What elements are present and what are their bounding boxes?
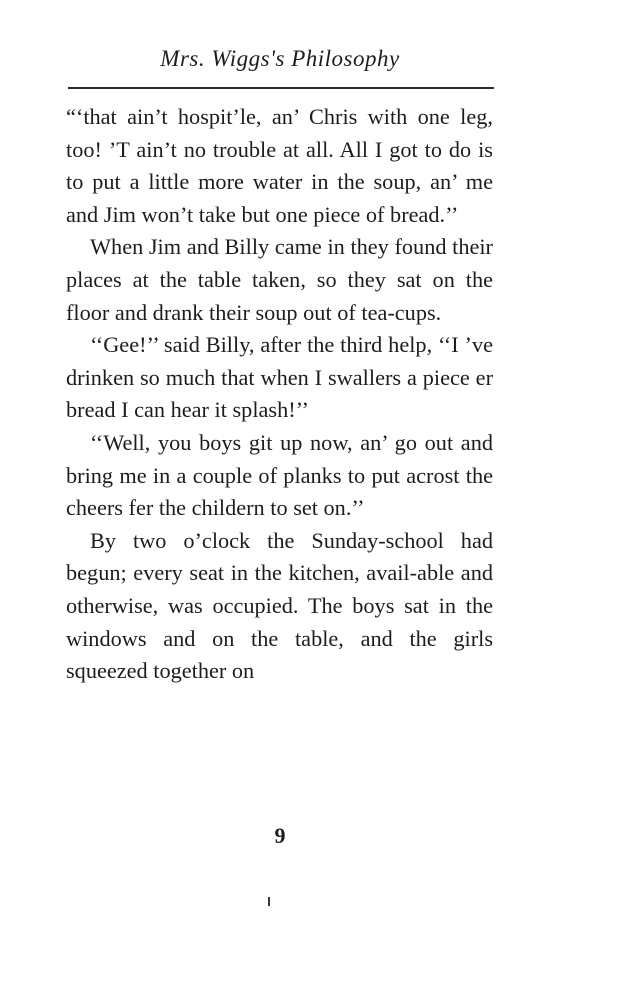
page-number: 9 [274, 823, 286, 848]
header-rule [68, 87, 494, 89]
paragraph-continued: “‘that ain’t hospit’le, an’ Chris with one leg, too! ’T ain’t no trouble at all. All I got to do is to put a little more water in the soup, an’ me and Jim won’t take but one piece of bread.’’ [66, 104, 493, 227]
scan-speck [268, 897, 270, 906]
body-text [66, 101, 493, 688]
paragraph: When Jim and Billy came in they found their places at the table taken, so they sat on the floor and drank their soup out of tea-cups. [66, 234, 493, 325]
paragraph: ‘‘Gee!’’ said Billy, after the third help, ‘‘I ’ve drinken so much that when I swallers a piece er bread I can hear it splash!’’ [66, 332, 493, 423]
paragraph: By two o’clock the Sunday-school had begun; every seat in the kitchen, avail-able and otherwise, was occupied. The boys sat in the windows and on the table, and the girls squeezed together on [66, 527, 493, 684]
paragraph: ‘‘Well, you boys git up now, an’ go out and bring me in a couple of planks to put acrost the cheers fer the childern to set on.’’ [66, 429, 493, 521]
running-title: Mrs. Wiggs's Philosophy [160, 46, 400, 71]
